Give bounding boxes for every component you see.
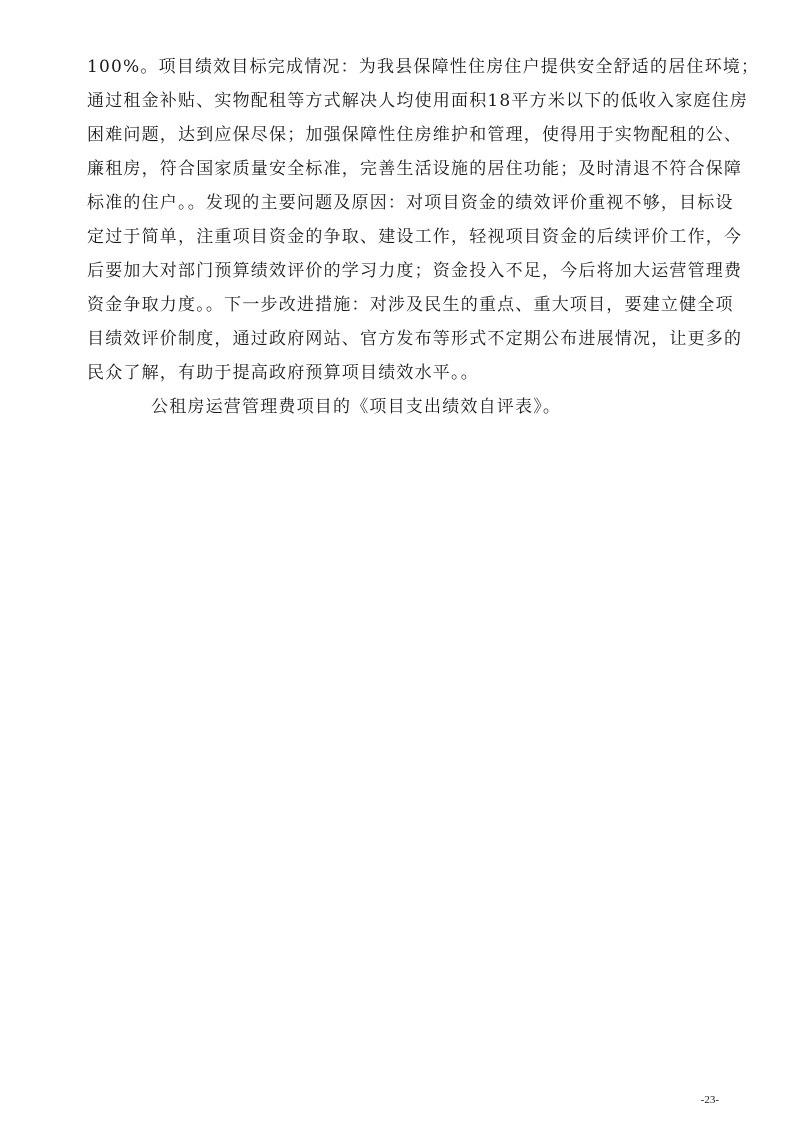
text-line-10: 民众了解，有助于提高政府预算项目绩效水平。。 [87,363,479,383]
text-line-9: 目绩效评价制度，通过政府网站、官方发布等形式不定期公布进展情况，让更多的 [87,329,743,349]
text-line-2: 通过租金补贴、实物配租等方式解决人均使用面积18平方米以下的低收入家庭住房 [87,91,749,111]
text-line-1: 100%。项目绩效目标完成情况：为我县保障性住房住户提供安全舒适的居住环境； [87,57,760,77]
text-line-8: 资金争取力度。。下一步改进措施：对涉及民生的重点、重大项目，要建立健全项 [87,295,734,315]
text-line-5: 标准的住户。。发现的主要问题及原因：对项目资金的绩效评价重视不够，目标设 [87,193,734,213]
text-line-6: 定过于简单，注重项目资金的争取、建设工作，轻视项目资金的后续评价工作，今 [87,227,743,247]
text-line-4: 廉租房，符合国家质量安全标准，完善生活设施的居住功能；及时清退不符合保障 [87,159,743,179]
final-paragraph: 公租房运营管理费项目的《项目支出绩效自评表》。 [151,397,562,417]
text-line-3: 困难问题，达到应保尽保；加强保障性住房维护和管理，使得用于实物配租的公、 [87,125,743,145]
body-text [87,50,760,424]
page-number: -23- [700,1094,719,1106]
text-line-7: 后要加大对部门预算绩效评价的学习力度；资金投入不足，今后将加大运营管理费 [87,261,743,281]
